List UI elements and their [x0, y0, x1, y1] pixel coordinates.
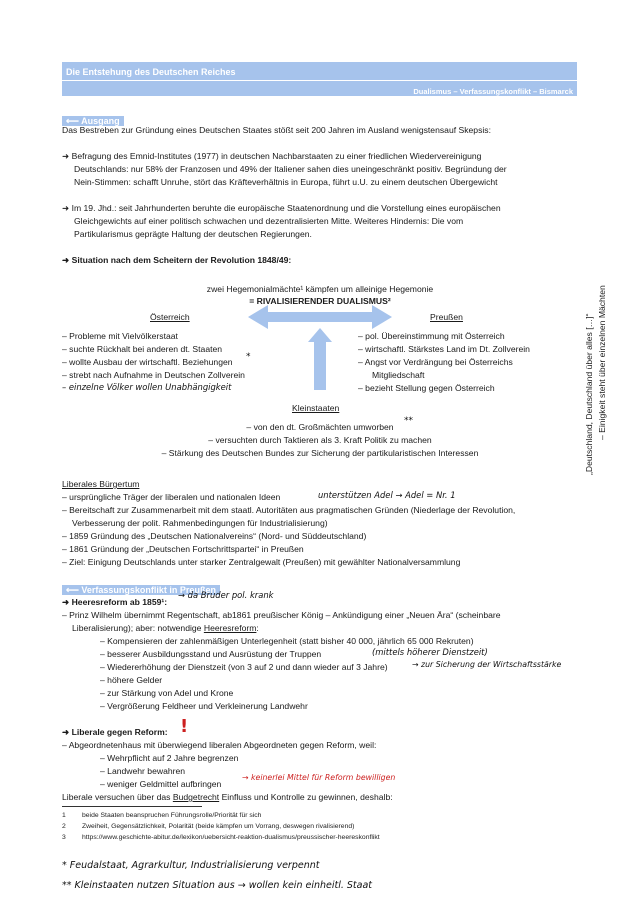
footnote[interactable]: 3 https://www.geschichte-abitur.de/lexikon/uebersicht-reaktion-dualismus/preussischer-heereskonflikt	[62, 834, 380, 841]
ausgang-intro: Das Bestreben zur Gründung eines Deutschen Staates stößt seit 200 Jahren im Ausland wenigstensauf Skepsis:	[62, 125, 491, 135]
diagram-top-line: zwei Hegemonialmächte¹ kämpfen um alleinige Hegemonie	[206, 284, 434, 294]
preussen-item: – bezieht Stellung gegen Österreich	[358, 383, 495, 393]
liberale-title: ➜ Liberale gegen Reform:	[62, 727, 168, 737]
reform-item: – Wiedererhöhung der Dienstzeit (von 3 auf 2 und dann wieder auf 3 Jahre)	[100, 662, 388, 672]
oesterreich-label: Österreich	[150, 312, 190, 322]
subtitle-bar	[62, 81, 577, 96]
liberal-heading: Liberales Bürgertum	[62, 479, 140, 489]
hw-mittel: → keinerlei Mittel für Reform bewilligen	[242, 773, 396, 782]
diagram-dualismus: = RIVALISIERENDER DUALISMUS²	[249, 296, 391, 306]
ausgang-p1-line1: ➜ Befragung des Emnid-Institutes (1977) in deutschen Nachbarstaaten zu einer friedlichen Wiedervereinigung	[62, 151, 482, 161]
arrow-icon: ⟵	[66, 585, 82, 595]
liberal-item: – Ziel: Einigung Deutschlands unter starker Zentralgewalt (Preußen) mit gewählter Nationalversammlung	[62, 557, 461, 567]
kleinstaaten-item: – von den dt. Großmächten umworben	[246, 422, 394, 432]
heeresreform-title: ➜ Heeresreform ab 1859¹:	[62, 597, 168, 607]
page-title: Die Entstehung des Deutschen Reiches	[66, 67, 236, 77]
ausgang-p2-line3: Partikularismus geprägte Haltung der deutschen Regierungen.	[74, 229, 312, 239]
star-mark: *	[246, 352, 251, 362]
preussen-item: – wirtschaftl. Stärkstes Land im Dt. Zollverein	[358, 344, 530, 354]
liberal-handwritten: unterstützen Adel → Adel = Nr. 1	[318, 490, 456, 500]
side-note: – Einigkeit steht über einzelnen Mächten	[597, 285, 607, 440]
ausgang-p2-line2: Gleichgewichts auf einer politisch schwachen und dezentralisierten Mitte. Weiteres Hindernis: Die vom	[74, 216, 464, 226]
double-arrow-icon	[248, 305, 392, 329]
weil-item: – Wehrpflicht auf 2 Jahre begrenzen	[100, 753, 239, 763]
weil-item: – weniger Geldmittel aufbringen	[100, 779, 222, 789]
reform-item: – besserer Ausbildungsstand und Ausrüstung der Truppen	[100, 649, 322, 659]
liberal-item: Verbesserung der polit. Rahmenbedingungen für Industrialisierung)	[72, 518, 328, 528]
oesterreich-handwritten: – einzelne Völker wollen Unabhängigkeit	[62, 382, 232, 392]
situation-heading: ➜ Situation nach dem Scheitern der Revolution 1848/49:	[62, 255, 292, 265]
final-line: Liberale versuchen über das Budgetrecht Einfluss und Kontrolle zu gewinnen, deshalb:	[62, 792, 393, 802]
handnote-2: ** Kleinstaaten nutzen Situation aus → wollen kein einheitl. Staat	[62, 880, 373, 891]
handnote-1: * Feudalstaat, Agrarkultur, Industrialisierung verpennt	[62, 860, 320, 871]
preussen-item: Mitgliedschaft	[372, 370, 425, 380]
footnote: 1 beide Staaten beanspruchen Führungsrolle/Priorität für sich	[62, 812, 262, 819]
oesterreich-item: – wollte Ausbau der wirtschaftl. Beziehungen	[62, 357, 233, 367]
section-konflikt-heading: ⟵ Verfassungskonflikt in Preußen	[62, 580, 220, 598]
oesterreich-item: – strebt nach Aufnahme in Deutschen Zollverein	[62, 370, 245, 380]
section-ausgang-heading: ⟵ Ausgang	[62, 111, 124, 129]
reform-item: – Kompensieren der zahlenmäßigen Unterlegenheit (statt bisher 40 000, jährlich 65 000 Rekruten)	[100, 636, 474, 646]
hw-wirtschaft: → zur Sicherung der Wirtschaftsstärke	[412, 660, 562, 669]
footnote: 2 Zweiheit, Gegensätzlichkeit, Polarität (beide kämpfen um Vorrang, deswegen rivalisierend)	[62, 823, 355, 830]
exclaim-mark: !	[180, 716, 189, 737]
preussen-item: – pol. Übereinstimmung mit Österreich	[358, 331, 505, 341]
page-subtitle: Dualismus – Verfassungskonflikt – Bismarck	[413, 87, 573, 96]
stars-mark: **	[404, 416, 413, 426]
oesterreich-item: – suchte Rückhalt bei anderen dt. Staaten	[62, 344, 223, 354]
reform-item: – Vergrößerung Feldheer und Verkleinerung Landwehr	[100, 701, 308, 711]
ausgang-p1-line2: Deutschlands: nur 58% der Franzosen und 49% der Italiener sahen dies uneingeschränkt positiv. Begründung der	[74, 164, 507, 174]
weil-item: – Landwehr bewahren	[100, 766, 186, 776]
konflikt-handwritten-note: → da Bruder pol. krank	[178, 590, 274, 600]
preussen-label: Preußen	[430, 312, 463, 322]
reform-item: – zur Stärkung von Adel und Krone	[100, 688, 234, 698]
ausgang-p2-line1: ➜ Im 19. Jhd.: seit Jahrhunderten beruhte die europäische Staatenordnung und die Vorstellung eines europäischen	[62, 203, 501, 213]
liberal-item: – 1859 Gründung des „Deutschen Nationalvereins“ (Nord- und Süddeutschland)	[62, 531, 367, 541]
up-arrow-icon	[308, 328, 332, 390]
hw-dienstzeit: (mittels höherer Dienstzeit)	[372, 647, 488, 657]
reform-item: – höhere Gelder	[100, 675, 163, 685]
oesterreich-item: – Probleme mit Vielvölkerstaat	[62, 331, 178, 341]
side-quote: „Deutschland, Deutschland über alles […]“	[584, 313, 594, 475]
liberal-item: – Bereitschaft zur Zusammenarbeit mit dem staatl. Autoritäten aus pragmatischen Gründen (Niederlage der Revolution,	[62, 505, 516, 515]
abgeordnete-line: – Abgeordnetenhaus mit überwiegend liberalen Abgeordneten gegen Reform, weil:	[62, 740, 377, 750]
liberal-item: – 1861 Gründung der „Deutschen Fortschrittspartei“ in Preußen	[62, 544, 304, 554]
kleinstaaten-item: – Stärkung des Deutschen Bundes zur Sicherung der partikularistischen Interessen	[161, 448, 479, 458]
title-bar	[62, 62, 577, 80]
arrow-icon: ⟵	[66, 116, 82, 126]
kleinstaaten-label: Kleinstaaten	[292, 403, 340, 413]
prinz-line2: Liberalisierung); aber: notwendige Heeresreform:	[72, 623, 259, 633]
preussen-item: – Angst vor Verdrängung bei Österreichs	[358, 357, 513, 367]
liberal-item: – ursprüngliche Träger der liberalen und nationalen Ideen	[62, 492, 281, 502]
kleinstaaten-item: – versuchten durch Taktieren als 3. Kraft Politik zu machen	[208, 435, 432, 445]
ausgang-p1-line3: Nein-Stimmen: schafft Unruhe, stört das Kräfteverhältnis in Europa, führt u.U. zu einem deutschen Übergewicht	[74, 177, 498, 187]
footnote-divider	[62, 806, 202, 807]
prinz-line: – Prinz Wilhelm übernimmt Regentschaft, ab1861 preußischer König – Ankündigung einer „Neuen Ära“ (scheinbare	[62, 610, 501, 620]
